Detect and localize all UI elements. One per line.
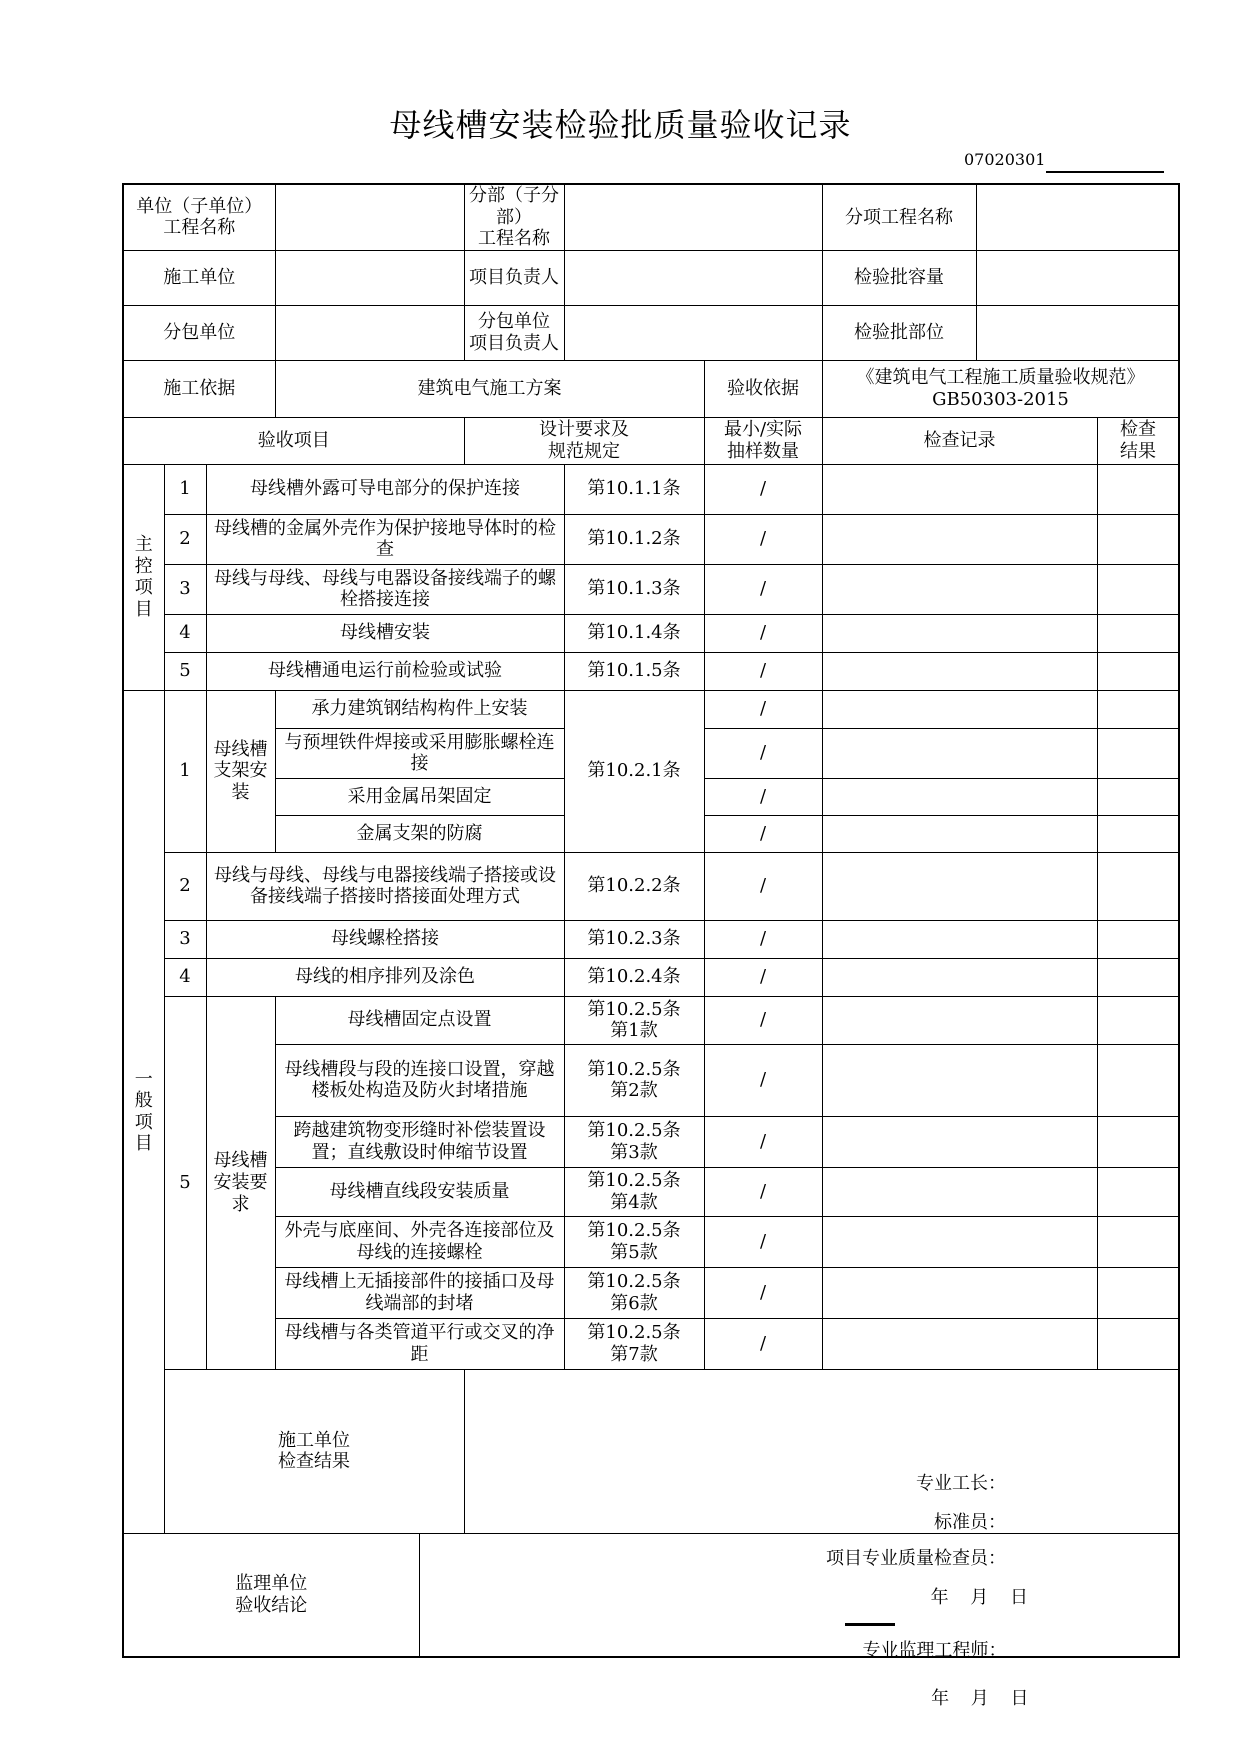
sub-item-label: 分项工程名称 bbox=[822, 184, 976, 250]
item-number: 4 bbox=[164, 614, 206, 652]
foreman-label: 专业工长： bbox=[916, 1473, 1007, 1495]
sub-item-text: 金属支架的防腐 bbox=[275, 815, 564, 852]
constructor-label: 施工单位 bbox=[123, 250, 275, 305]
item-clause: 第10.2.5条 第1款 bbox=[564, 996, 704, 1044]
constructor-result-area[interactable] bbox=[464, 1369, 1179, 1609]
item-sample: / bbox=[704, 728, 822, 778]
item-number: 5 bbox=[164, 652, 206, 690]
item-text: 母线与母线、母线与电器接线端子搭接或设备接线端子搭接时搭接面处理方式 bbox=[206, 852, 564, 920]
sub-item-value[interactable] bbox=[976, 184, 1179, 250]
item-record[interactable] bbox=[822, 1044, 1097, 1116]
item-record[interactable] bbox=[822, 728, 1097, 778]
table-row bbox=[123, 1318, 1179, 1369]
item-result[interactable] bbox=[1097, 1167, 1179, 1216]
sub-item-text: 采用金属吊架固定 bbox=[275, 778, 564, 815]
item-record[interactable] bbox=[822, 464, 1097, 514]
item-text: 母线槽的金属外壳作为保护接地导体时的检查 bbox=[206, 514, 564, 564]
item-record[interactable] bbox=[822, 1216, 1097, 1267]
item-result[interactable] bbox=[1097, 1116, 1179, 1167]
table-row bbox=[123, 958, 1179, 996]
item-number: 1 bbox=[164, 690, 206, 852]
sub-item-text: 外壳与底座间、外壳各连接部位及母线的连接螺栓 bbox=[275, 1216, 564, 1267]
item-result[interactable] bbox=[1097, 728, 1179, 778]
item-result[interactable] bbox=[1097, 652, 1179, 690]
item-clause: 第10.1.4条 bbox=[564, 614, 704, 652]
unit-project-label: 单位（子单位） 工程名称 bbox=[123, 184, 275, 250]
item-text: 母线的相序排列及涂色 bbox=[206, 958, 564, 996]
item-result[interactable] bbox=[1097, 778, 1179, 815]
item-sample: / bbox=[704, 1167, 822, 1216]
item-record[interactable] bbox=[822, 1116, 1097, 1167]
col-sample-header: 最小/实际 抽样数量 bbox=[704, 417, 822, 464]
batch-location-label: 检验批部位 bbox=[822, 305, 976, 360]
item-sample: / bbox=[704, 1044, 822, 1116]
item-category: 母线槽 支架安 装 bbox=[206, 690, 275, 852]
table-row bbox=[123, 514, 1179, 564]
item-number: 3 bbox=[164, 920, 206, 958]
item-text: 母线槽外露可导电部分的保护连接 bbox=[206, 464, 564, 514]
item-clause: 第10.2.5条 第5款 bbox=[564, 1216, 704, 1267]
sub-division-value[interactable] bbox=[564, 184, 822, 250]
item-sample: / bbox=[704, 1216, 822, 1267]
item-text: 母线与母线、母线与电器设备接线端子的螺栓搭接连接 bbox=[206, 564, 564, 614]
item-clause: 第10.2.4条 bbox=[564, 958, 704, 996]
item-sample: / bbox=[704, 652, 822, 690]
item-result[interactable] bbox=[1097, 996, 1179, 1044]
item-clause: 第10.2.3条 bbox=[564, 920, 704, 958]
col-design-header: 设计要求及 规范规定 bbox=[464, 417, 704, 464]
main-group-label: 主 控 项 目 bbox=[123, 464, 164, 690]
item-sample: / bbox=[704, 852, 822, 920]
subcontractor-label: 分包单位 bbox=[123, 305, 275, 360]
sub-manager-value[interactable] bbox=[564, 305, 822, 360]
table-row bbox=[123, 1216, 1179, 1267]
col-record-header: 检查记录 bbox=[822, 417, 1097, 464]
item-clause: 第10.2.1条 bbox=[564, 690, 704, 852]
item-sample: / bbox=[704, 996, 822, 1044]
table-row bbox=[123, 920, 1179, 958]
item-sample: / bbox=[704, 815, 822, 852]
item-record[interactable] bbox=[822, 690, 1097, 728]
item-result[interactable] bbox=[1097, 815, 1179, 852]
item-record[interactable] bbox=[822, 852, 1097, 920]
item-sample: / bbox=[704, 514, 822, 564]
item-clause: 第10.2.5条 第7款 bbox=[564, 1318, 704, 1369]
item-clause: 第10.2.2条 bbox=[564, 852, 704, 920]
item-clause: 第10.2.5条 第2款 bbox=[564, 1044, 704, 1116]
item-record[interactable] bbox=[822, 778, 1097, 815]
item-number: 3 bbox=[164, 564, 206, 614]
item-sample: / bbox=[704, 464, 822, 514]
acceptance-form-table bbox=[122, 183, 1180, 1710]
item-clause: 第10.1.2条 bbox=[564, 514, 704, 564]
item-record[interactable] bbox=[822, 815, 1097, 852]
item-number: 1 bbox=[164, 464, 206, 514]
item-record[interactable] bbox=[822, 1318, 1097, 1369]
general-group-label: 一 般 项 目 bbox=[123, 690, 164, 1533]
item-sample: / bbox=[704, 614, 822, 652]
unit-project-value[interactable] bbox=[275, 184, 464, 250]
table-row bbox=[123, 852, 1179, 920]
item-record[interactable] bbox=[822, 996, 1097, 1044]
item-result[interactable] bbox=[1097, 690, 1179, 728]
item-clause: 第10.2.5条 第4款 bbox=[564, 1167, 704, 1216]
date-label: 年 月 日 bbox=[930, 1587, 1029, 1609]
sub-item-text: 与预埋铁件焊接或采用膨胀螺栓连接 bbox=[275, 728, 564, 778]
item-result[interactable] bbox=[1097, 514, 1179, 564]
batch-capacity-label: 检验批容量 bbox=[822, 250, 976, 305]
item-record[interactable] bbox=[822, 1267, 1097, 1318]
item-record[interactable] bbox=[822, 920, 1097, 958]
item-sample: / bbox=[704, 690, 822, 728]
item-result[interactable] bbox=[1097, 1216, 1179, 1267]
table-row bbox=[123, 652, 1179, 690]
item-result[interactable] bbox=[1097, 958, 1179, 996]
item-record[interactable] bbox=[822, 652, 1097, 690]
standard-label: 标准员： bbox=[934, 1512, 1007, 1534]
item-number: 5 bbox=[164, 996, 206, 1369]
engineer-label: 专业监理工程师： bbox=[862, 1640, 1007, 1662]
sub-item-text: 母线槽段与段的连接口设置，穿越楼板处构造及防火封堵措施 bbox=[275, 1044, 564, 1116]
sub-item-text: 跨越建筑物变形缝时补偿装置设置；直线敷设时伸缩节设置 bbox=[275, 1116, 564, 1167]
inspector-label: 项目专业质量检查员： bbox=[826, 1548, 1007, 1570]
sub-item-text: 母线槽上无插接部件的接插口及母线端部的封堵 bbox=[275, 1267, 564, 1318]
table-row bbox=[123, 1044, 1179, 1116]
item-clause: 第10.1.5条 bbox=[564, 652, 704, 690]
item-record[interactable] bbox=[822, 564, 1097, 614]
item-clause: 第10.1.1条 bbox=[564, 464, 704, 514]
table-row bbox=[123, 996, 1179, 1044]
item-result[interactable] bbox=[1097, 564, 1179, 614]
table-row bbox=[123, 1267, 1179, 1318]
acceptance-basis-value: 《建筑电气工程施工质量验收规范》 GB50303-2015 bbox=[822, 360, 1179, 417]
item-clause: 第10.2.5条 第6款 bbox=[564, 1267, 704, 1318]
item-sample: / bbox=[704, 1116, 822, 1167]
project-manager-label: 项目负责人 bbox=[464, 250, 564, 305]
item-result[interactable] bbox=[1097, 852, 1179, 920]
item-sample: / bbox=[704, 958, 822, 996]
acceptance-basis-label: 验收依据 bbox=[704, 360, 822, 417]
supervisor-result-area[interactable] bbox=[419, 1533, 1179, 1710]
batch-location-value[interactable] bbox=[976, 305, 1179, 360]
item-text: 母线螺栓搭接 bbox=[206, 920, 564, 958]
sub-item-text: 母线槽直线段安装质量 bbox=[275, 1167, 564, 1216]
item-number: 2 bbox=[164, 852, 206, 920]
constructor-value[interactable] bbox=[275, 250, 464, 305]
record-code-underline bbox=[1046, 171, 1164, 173]
item-number: 2 bbox=[164, 514, 206, 564]
item-category: 母线槽 安装要 求 bbox=[206, 996, 275, 1369]
item-clause: 第10.1.3条 bbox=[564, 564, 704, 614]
table-row bbox=[123, 464, 1179, 514]
basis-value: 建筑电气施工方案 bbox=[275, 360, 704, 417]
item-sample: / bbox=[704, 778, 822, 815]
item-result[interactable] bbox=[1097, 1044, 1179, 1116]
item-result[interactable] bbox=[1097, 614, 1179, 652]
sub-item-text: 母线槽固定点设置 bbox=[275, 996, 564, 1044]
sub-division-label: 分部（子分部） 工程名称 bbox=[464, 184, 564, 250]
table-row bbox=[123, 1167, 1179, 1216]
item-record[interactable] bbox=[822, 614, 1097, 652]
sub-item-text: 母线槽与各类管道平行或交叉的净距 bbox=[275, 1318, 564, 1369]
date-label: 年 月 日 bbox=[931, 1688, 1029, 1710]
item-result[interactable] bbox=[1097, 1318, 1179, 1369]
item-result[interactable] bbox=[1097, 920, 1179, 958]
item-record[interactable] bbox=[822, 514, 1097, 564]
col-result-header: 检查 结果 bbox=[1097, 417, 1179, 464]
item-sample: / bbox=[704, 920, 822, 958]
item-clause: 第10.2.5条 第3款 bbox=[564, 1116, 704, 1167]
item-result[interactable] bbox=[1097, 464, 1179, 514]
item-result[interactable] bbox=[1097, 1267, 1179, 1318]
item-number: 4 bbox=[164, 958, 206, 996]
project-manager-value[interactable] bbox=[564, 250, 822, 305]
record-code-number: 07020301 bbox=[964, 150, 1046, 169]
item-text: 母线槽安装 bbox=[206, 614, 564, 652]
table-row bbox=[123, 690, 1179, 728]
basis-label: 施工依据 bbox=[123, 360, 275, 417]
item-record[interactable] bbox=[822, 1167, 1097, 1216]
item-sample: / bbox=[704, 1267, 822, 1318]
sub-manager-label: 分包单位 项目负责人 bbox=[464, 305, 564, 360]
item-sample: / bbox=[704, 1318, 822, 1369]
item-record[interactable] bbox=[822, 958, 1097, 996]
table-row bbox=[123, 614, 1179, 652]
sub-item-text: 承力建筑钢结构构件上安装 bbox=[275, 690, 564, 728]
table-row bbox=[123, 564, 1179, 614]
table-row bbox=[123, 1116, 1179, 1167]
dash-mark bbox=[845, 1623, 895, 1626]
constructor-result-label: 施工单位 检查结果 bbox=[164, 1369, 464, 1533]
batch-capacity-value[interactable] bbox=[976, 250, 1179, 305]
record-code bbox=[964, 150, 1164, 174]
col-item-header: 验收项目 bbox=[123, 417, 464, 464]
item-sample: / bbox=[704, 564, 822, 614]
page-title: 母线槽安装检验批质量验收记录 bbox=[389, 106, 852, 144]
supervisor-result-label: 监理单位 验收结论 bbox=[123, 1533, 419, 1657]
subcontractor-value[interactable] bbox=[275, 305, 464, 360]
item-text: 母线槽通电运行前检验或试验 bbox=[206, 652, 564, 690]
